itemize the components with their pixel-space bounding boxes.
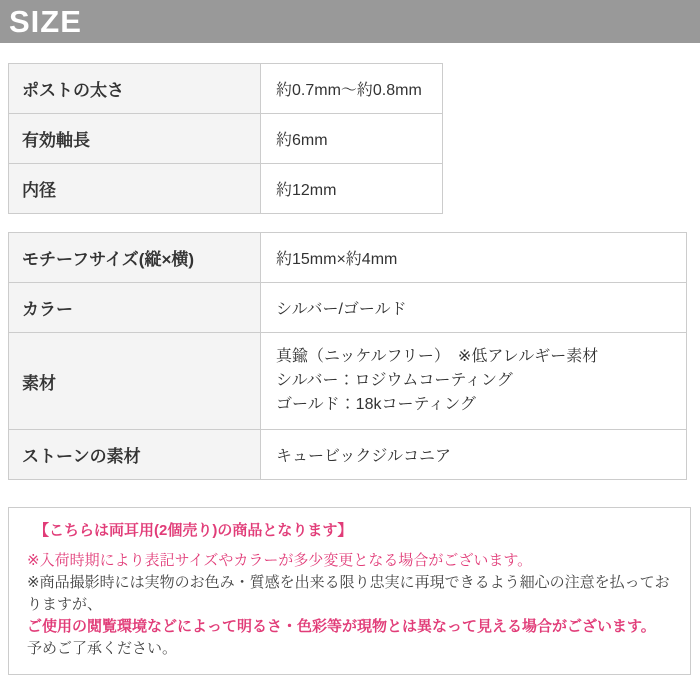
material-line-silver: シルバー：ロジウムコーティング bbox=[276, 372, 513, 389]
notice-line: ※商品撮影時には実物のお色み・質感を出来る限り忠実に再現できるよう細心の注意を払っておりますが、 bbox=[27, 574, 670, 613]
row-label-color: カラー bbox=[9, 283, 261, 333]
table-row bbox=[9, 114, 443, 164]
table-row bbox=[9, 283, 687, 333]
material-line-base: 真鍮（ニッケルフリー） ※低アレルギー素材 bbox=[276, 348, 599, 365]
notice-box bbox=[8, 507, 691, 675]
table-row bbox=[9, 233, 687, 283]
row-label-motif-size: モチーフサイズ(縦×横) bbox=[9, 233, 261, 283]
notice-heading: 【こちらは両耳用(2個売り)の商品となります】 bbox=[34, 522, 353, 539]
table-row bbox=[9, 333, 687, 430]
row-value-material bbox=[261, 333, 687, 430]
row-value-stone-material: キュービックジルコニア bbox=[261, 430, 687, 480]
material-line-gold: ゴールド：18kコーティング bbox=[276, 396, 476, 413]
row-label-shaft-length: 有効軸長 bbox=[9, 114, 261, 164]
size-table bbox=[8, 63, 443, 214]
row-label-inner-diameter: 内径 bbox=[9, 164, 261, 214]
row-value-color: シルバー/ゴールド bbox=[261, 283, 687, 333]
notice-line: ご使用の閲覧環境などによって明るさ・色彩等が現物とは異なって見える場合がございます。 bbox=[27, 618, 656, 635]
table-row bbox=[9, 430, 687, 480]
table-row bbox=[9, 64, 443, 114]
row-value-motif-size: 約15mm×約4mm bbox=[261, 233, 687, 283]
spec-table bbox=[8, 232, 687, 480]
row-label-material: 素材 bbox=[9, 333, 261, 430]
section-title-size: SIZE bbox=[0, 0, 700, 43]
row-value-post-thickness: 約0.7mm〜約0.8mm bbox=[261, 64, 443, 114]
row-label-stone-material: ストーンの素材 bbox=[9, 430, 261, 480]
row-label-post-thickness: ポストの太さ bbox=[9, 64, 261, 114]
row-value-inner-diameter: 約12mm bbox=[261, 164, 443, 214]
row-value-shaft-length: 約6mm bbox=[261, 114, 443, 164]
notice-line: ※入荷時期により表記サイズやカラーが多少変更となる場合がございます。 bbox=[27, 552, 533, 569]
notice-line: 予めご了承ください。 bbox=[27, 640, 178, 657]
table-row bbox=[9, 164, 443, 214]
